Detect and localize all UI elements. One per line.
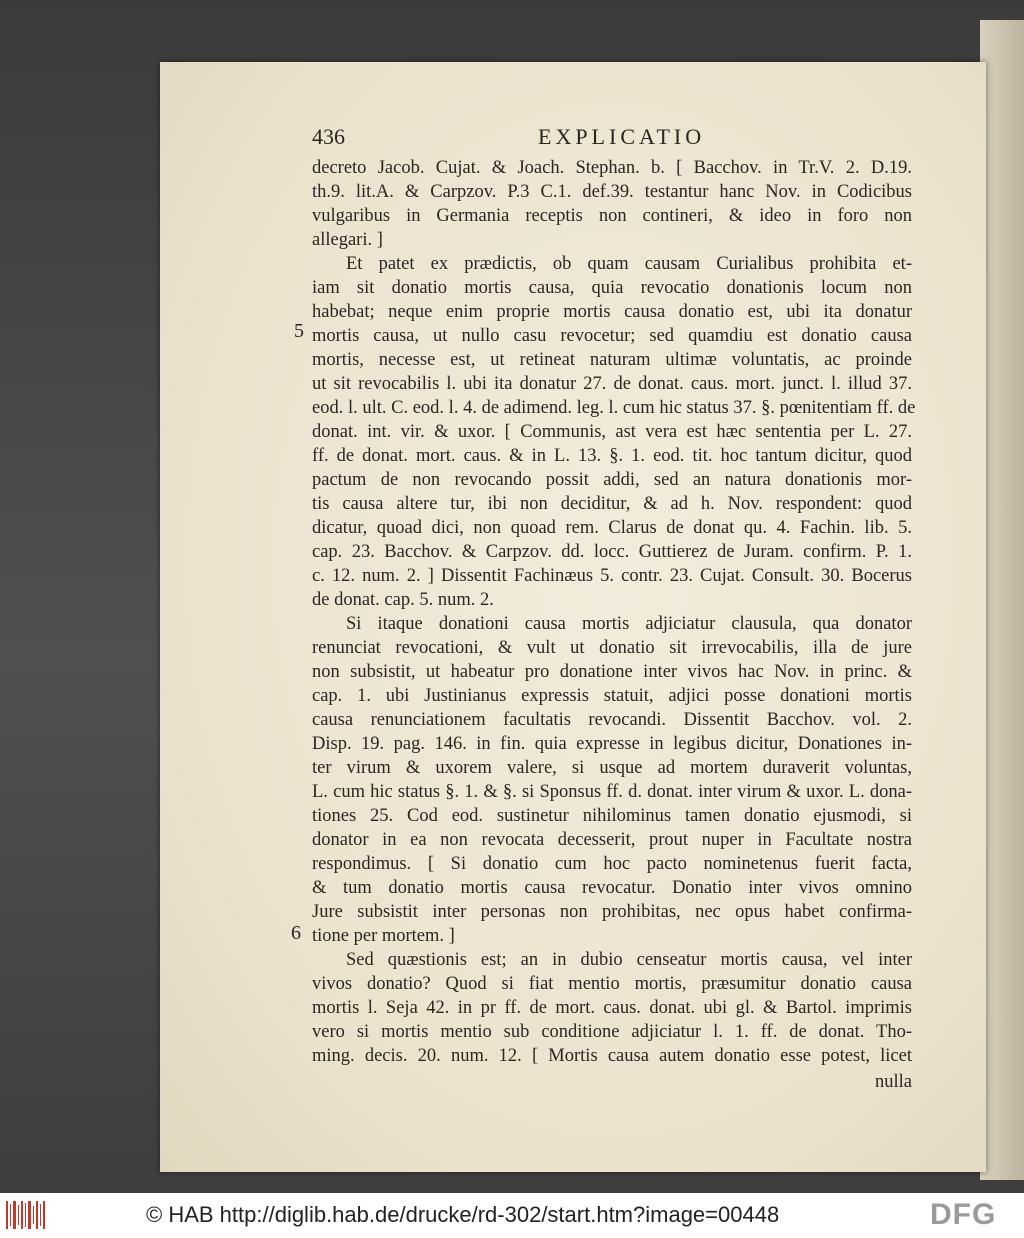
text-line: Et patet ex prædictis, ob quam causam Curialibus prohibita et- [346,254,912,274]
running-head: EXPLICATIO [538,124,706,149]
dfg-logo: DFG [930,1198,997,1231]
text-line: pactum de non revocando possit addi, sed an natura donationis mor- [312,470,912,490]
text-line: ter virum & uxorem valere, si usque ad mortem duraverit voluntas, [312,758,912,778]
margin-number-5: 5 [294,320,304,342]
text-line: Jure subsistit inter personas non prohibitas, nec opus habet confirma- [312,902,912,922]
text-line: iam sit donatio mortis causa, quia revocatio donationis locum non [312,278,912,298]
text-line: ut sit revocabilis l. ubi ita donatur 27. de donat. caus. mort. junct. l. illud 37. [312,374,912,394]
text-line: renunciat revocationi, & vult ut donatio sit irrevocabilis, illa de jure [312,638,912,658]
catchword: nulla [875,1072,912,1092]
book-gutter [980,20,1024,1180]
text-line: de donat. cap. 5. num. 2. [312,590,494,610]
text-line: respondimus. [ Si donatio cum hoc pacto nominetenus fuerit facta, [312,854,912,874]
barcode-icon [6,1201,46,1229]
text-line: Sed quæstionis est; an in dubio censeatur mortis causa, vel inter [346,950,912,970]
text-line: mortis l. Seja 42. in pr ff. de mort. caus. donat. ubi gl. & Bartol. imprimis [312,998,912,1018]
text-line: tiones 25. Cod eod. sustinetur nihilominus tamen donatio ejusmodi, si [312,806,912,826]
text-line: tione per mortem. ] [312,926,455,946]
text-line: cap. 23. Bacchov. & Carpzov. dd. locc. Guttierez de Juram. confirm. P. 1. [312,542,912,562]
viewer-footer [0,1193,1024,1238]
text-line: L. cum hic status §. 1. & §. si Sponsus ff. d. donat. inter virum & uxor. L. dona- [312,782,912,802]
text-line: ming. decis. 20. num. 12. [ Mortis causa autem donatio esse potest, licet [312,1046,912,1066]
copyright-url[interactable]: © HAB http://diglib.hab.de/drucke/rd-302/start.htm?image=00448 [146,1202,780,1227]
text-line: cap. 1. ubi Justinianus expressis statuit, adjici posse donationi mortis [312,686,912,706]
text-line: Disp. 19. pag. 146. in fin. quia expresse in legibus dicitur, Donationes in- [312,734,912,754]
text-line: non subsistit, ut habeatur pro donatione inter vivos hac Nov. in princ. & [312,662,912,682]
text-line: causa renunciationem facultatis revocandi. Dissentit Bacchov. vol. 2. [312,710,912,730]
margin-number-6: 6 [291,922,301,944]
text-line: eod. l. ult. C. eod. l. 4. de adimend. leg. l. cum hic status 37. §. pœnitentiam ff. de [312,398,916,418]
text-line: vero si mortis mentio sub conditione adjiciatur l. 1. ff. de donat. Tho- [312,1022,912,1042]
page-header [312,124,912,154]
text-line: decreto Jacob. Cujat. & Joach. Stephan. b. [ Bacchov. in Tr.V. 2. D.19. [312,158,912,178]
text-line: vulgaribus in Germania receptis non contineri, & ideo in foro non [312,206,912,226]
text-line: c. 12. num. 2. ] Dissentit Fachinæus 5. contr. 23. Cujat. Consult. 30. Bocerus [312,566,912,586]
text-line: mortis, necesse est, ut retineat naturam ultimæ voluntatis, ac proinde [312,350,912,370]
text-line: Si itaque donationi causa mortis adjiciatur clausula, qua donator [346,614,912,634]
text-line: ff. de donat. mort. caus. & in L. 13. §. 1. eod. tit. hoc tantum dicitur, quod [312,446,912,466]
text-line: th.9. lit.A. & Carpzov. P.3 C.1. def.39. testantur hanc Nov. in Codicibus [312,182,912,202]
text-line: & tum donatio mortis causa revocatur. Donatio inter vivos omnino [312,878,912,898]
text-line: donat. int. vir. & uxor. [ Communis, ast vera est hæc sententia per L. 27. [312,422,912,442]
text-line: habebat; neque enim proprie mortis causa donatio est, ubi ita donatur [312,302,912,322]
text-line: mortis causa, ut nullo casu revocetur; sed quamdiu est donatio causa [312,326,912,346]
text-line: vivos donatio? Quod si fiat mentio mortis, præsumitur donatio causa [312,974,912,994]
text-line: tis causa altere tur, ibi non deciditur, & ad h. Nov. respondent: quod [312,494,912,514]
text-line: donator in ea non revocata decesserit, prout nuper in Facultate nostra [312,830,912,850]
page-number: 436 [312,124,345,149]
text-line: allegari. ] [312,230,383,250]
text-line: dicatur, quoad dici, non quoad rem. Clarus de donat qu. 4. Fachin. lib. 5. [312,518,912,538]
